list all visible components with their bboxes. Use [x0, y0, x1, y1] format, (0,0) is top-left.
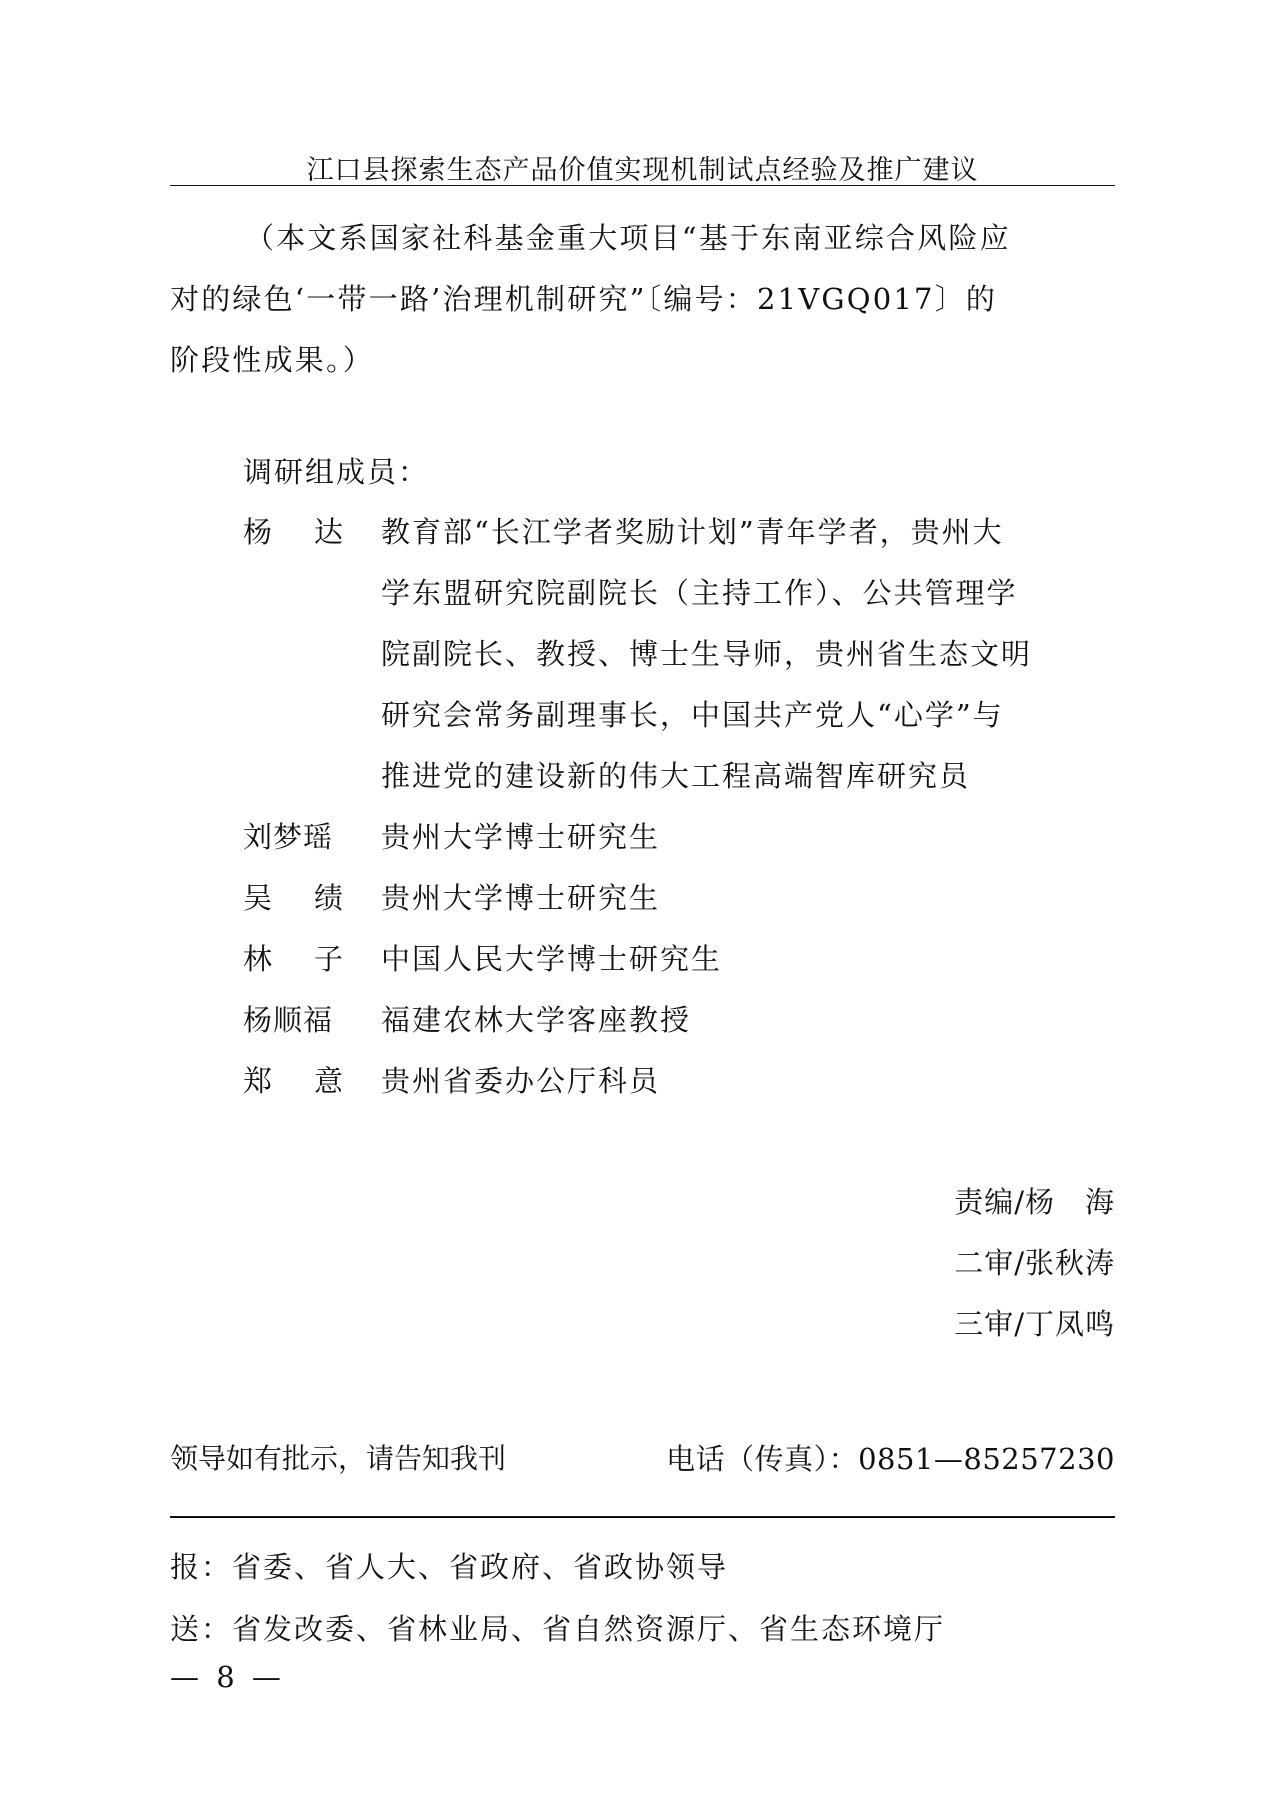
contact-line: [170, 1437, 1115, 1478]
member-description: 贵州大学博士研究生: [381, 820, 661, 854]
second-review-credit: 二审/张秋涛: [954, 1246, 1115, 1280]
member-description: 教育部“长江学者奖励计划”青年学者，贵州大 学东盟研究院副院长（主持工作）、公共管理学 院副院长、教授、博士生导师，贵州省生态文明 研究会常务副理事长，中国共产党人“心学”与 推进党的建设新的伟大工程高端智库研究员: [381, 515, 1033, 793]
send-to-line: 送：省发改委、省林业局、省自然资源厅、省生态环境厅: [170, 1612, 946, 1646]
page-number: — 8 —: [170, 1660, 285, 1694]
funding-note-line: （本文系国家社科基金重大项目“基于东南亚综合风险应: [245, 221, 1011, 255]
member-name: 林 子: [243, 942, 343, 976]
member-name: 杨 达: [243, 515, 343, 549]
editorial-credits: [954, 1172, 1115, 1355]
editor-credit: 责编/杨 海: [954, 1185, 1115, 1219]
member-name: 刘梦瑶: [243, 820, 334, 854]
member-description: 中国人民大学博士研究生: [381, 942, 723, 976]
footer-divider: [170, 1516, 1115, 1518]
funding-note: [170, 208, 1115, 391]
report-to-line: 报：省委、省人大、省政府、省政协领导: [170, 1550, 729, 1584]
phone-fax-text: 电话（传真）：0851—85257230: [666, 1442, 1115, 1476]
document-header-title: 江口县探索生态产品价值实现机制试点经验及推广建议: [306, 155, 979, 186]
distribution-list: [170, 1536, 945, 1660]
research-team-label: 调研组成员：: [243, 455, 430, 489]
member-description: 贵州大学博士研究生: [381, 881, 661, 915]
member-name: 杨顺福: [243, 1003, 334, 1037]
member-description: 福建农林大学客座教授: [381, 1003, 692, 1037]
funding-note-line: 阶段性成果。）: [170, 343, 374, 377]
header-divider: [170, 185, 1115, 186]
member-name: 郑 意: [243, 1064, 343, 1098]
funding-note-line: 对的绿色‘一带一路’治理机制研究”〔编号：21VGQ017〕的: [170, 282, 998, 316]
member-description: 贵州省委办公厅科员: [381, 1064, 661, 1098]
third-review-credit: 三审/丁凤鸣: [954, 1307, 1115, 1341]
member-name: 吴 绩: [243, 881, 343, 915]
instruction-request-text: 领导如有批示，请告知我刊: [170, 1442, 507, 1475]
